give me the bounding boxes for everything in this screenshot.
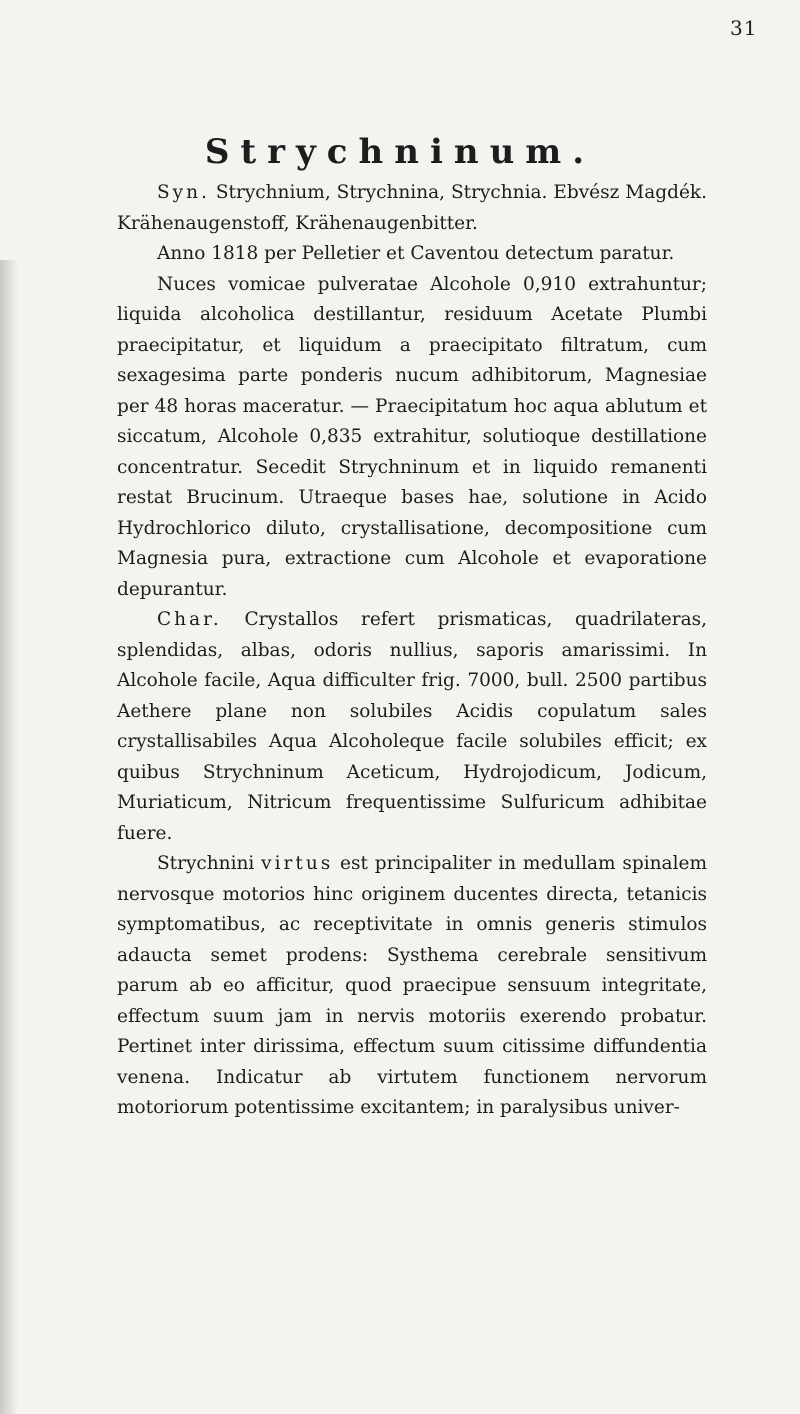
- virtus-label: virtus: [261, 853, 334, 874]
- page-number: 31: [730, 16, 758, 40]
- paragraph-text: est principaliter in medullam spinalem nervosque motorios hinc originem ducentes directa, tetanicis symptomatibus, ac receptivitate in omnis generis stimulos adaucta semet prodens: Systhema cerebrale sensitivum parum ab eo afficitur, quod praecipue sensuum integritate, effectum suum jam in nervis motoriis exerendo probatur. Pertinet inter dirissima, effectum suum citissime diffundentia venena. Indicatur ab virtutem functionem nervorum motoriorum potentissime excitantem; in paralysibus univer-: [117, 853, 707, 1118]
- binding-edge-shadow: [0, 260, 18, 1414]
- paragraph-text: Nuces vomicae pulveratae Alcohole 0,910 extrahuntur; liquida alcoholica destillantur, residuum Acetate Plumbi praecipitatur, et liquidum a praecipitato filtratum, cum sexagesima parte ponderis nucum adhibitorum, Magnesiae per 48 horas maceratur. — Praecipitatum hoc aqua ablutum et siccatum, Alcohole 0,835 extrahitur, solutioque destillatione concentratur. Secedit Strychninum et in liquido remanenti restat Brucinum. Utraeque bases hae, solutione in Acido Hydrochlorico diluto, crystallisatione, decompositione cum Magnesia pura, extractione cum Alcohole et evaporatione depurantur.: [117, 273, 707, 600]
- paragraph-text: Anno 1818 per Pelletier et Caventou detectum paratur.: [157, 243, 675, 264]
- paragraph-discovery: [117, 239, 707, 270]
- paragraph-preparation: [117, 270, 707, 606]
- paragraph-synonyms: [117, 178, 707, 239]
- syn-label: Syn.: [157, 182, 210, 203]
- paragraph-text: Strychnium, Strychnina, Strychnia. Ebvész Magdék. Krähenaugenstoff, Krähenaugenbitter.: [117, 182, 707, 234]
- virtus-lead: Strychnini: [157, 853, 255, 874]
- char-label: Char.: [157, 609, 222, 630]
- paragraph-text: Crystallos refert prismaticas, quadrilateras, splendidas, albas, odoris nullius, saporis amarissimi. In Alcohole facile, Aqua difficulter frig. 7000, bull. 2500 partibus Aethere plane non solubiles Acidis copulatum sales crystallisabiles Aqua Alcoholeque facile solubiles efficit; ex quibus Strychninum Aceticum, Hydrojodicum, Jodicum, Muriaticum, Nitricum frequentissime Sulfuricum adhibitae fuere.: [117, 609, 707, 844]
- paragraph-virtus: [117, 849, 707, 1124]
- page-title: Strychninum.: [204, 132, 596, 172]
- body-text: [117, 178, 707, 1124]
- paragraph-characteristics: [117, 605, 707, 849]
